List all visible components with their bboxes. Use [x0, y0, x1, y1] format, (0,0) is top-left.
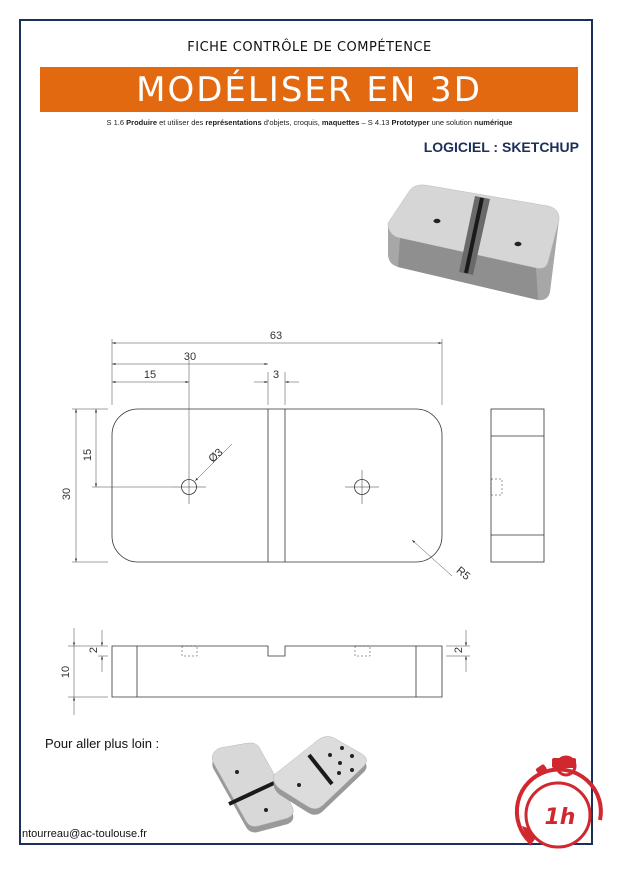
- dim-slot-width: 3: [272, 369, 280, 381]
- sheet-header: FICHE CONTRÔLE DE COMPÉTENCE: [187, 40, 432, 55]
- front-view: [112, 646, 442, 697]
- top-view: [112, 409, 442, 562]
- further-label: Pour aller plus loin :: [45, 736, 160, 751]
- software-label: LOGICIEL : SKETCHUP: [423, 139, 579, 155]
- dim-total-length: 63: [269, 330, 283, 342]
- domino-3d-illustration: [212, 736, 366, 832]
- author-email: ntourreau@ac-toulouse.fr: [22, 828, 147, 840]
- page-title: MODÉLISER EN 3D: [136, 69, 482, 110]
- part-3d-view: [388, 185, 559, 300]
- timer-label: 1h: [544, 805, 576, 830]
- dim-depth-left: 2: [88, 646, 100, 654]
- timer-icon: [517, 757, 601, 847]
- dim-radius: R5: [453, 564, 473, 583]
- dim-half-length: 30: [183, 351, 197, 363]
- dim-thickness: 10: [60, 665, 72, 679]
- dim-diameter: Ø3: [206, 446, 226, 466]
- dim-hole-x: 15: [143, 369, 157, 381]
- competency-line: S 1.6 Produire et utiliser des représentations d'objets, croquis, maquettes – S 4.13 Prototyper une solution numérique: [106, 118, 513, 127]
- dim-hole-y: 15: [82, 448, 94, 462]
- dimensions: [72, 339, 452, 576]
- side-view: [491, 409, 544, 562]
- dim-height: 30: [61, 487, 73, 501]
- dim-depth-right: 2: [453, 646, 465, 654]
